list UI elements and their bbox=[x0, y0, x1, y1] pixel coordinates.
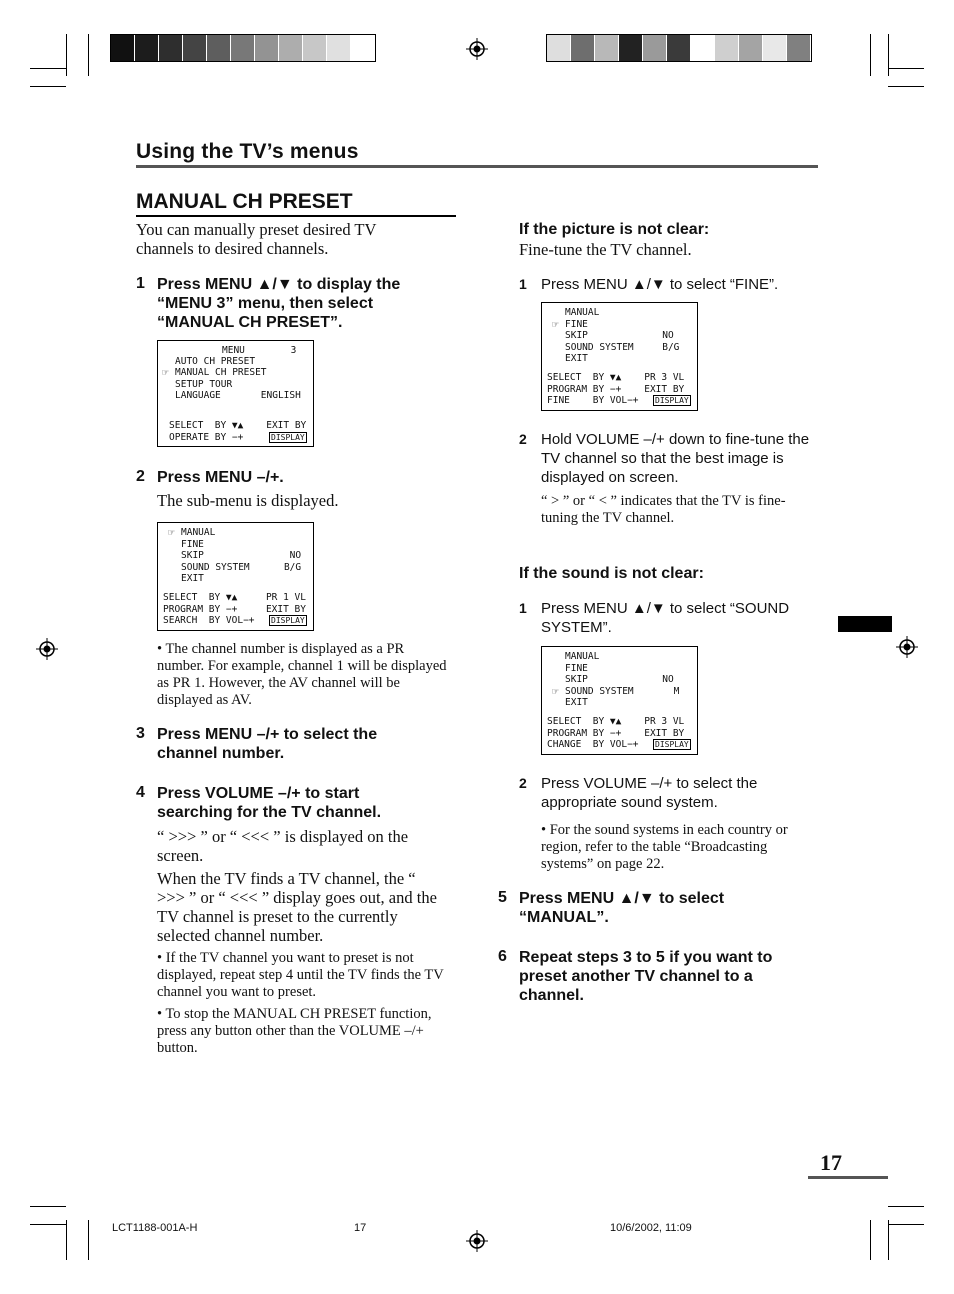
display-button-icon: DISPLAY bbox=[271, 616, 305, 625]
menu-item: FINE bbox=[565, 663, 588, 674]
registration-mark-icon bbox=[466, 38, 488, 60]
step-number: 4 bbox=[136, 784, 145, 801]
color-swatch bbox=[595, 35, 619, 61]
menu-help: SELECT BY ▼▲ PR 3 VL bbox=[547, 716, 685, 727]
footer-doc-code: LCT1188-001A-H bbox=[112, 1222, 198, 1234]
color-swatch bbox=[159, 35, 183, 61]
menu-item: SKIP NO bbox=[565, 330, 674, 341]
menu-item-selected: SOUND SYSTEM M bbox=[565, 686, 680, 697]
sound-system-menu-screen bbox=[541, 646, 698, 755]
menu-help: FINE BY VOL−+ bbox=[547, 395, 639, 406]
menu-item-selected: FINE bbox=[565, 319, 588, 330]
menu-help: SELECT BY ▼▲ PR 1 VL bbox=[163, 592, 306, 603]
registration-mark-icon bbox=[896, 636, 918, 658]
color-swatch bbox=[183, 35, 207, 61]
step-number: 1 bbox=[136, 275, 145, 292]
color-swatch bbox=[691, 35, 715, 61]
heading-rule bbox=[136, 215, 456, 217]
step-4-text: Press VOLUME –/+ to start searching for the TV channel. bbox=[157, 785, 382, 821]
sound-heading: If the sound is not clear: bbox=[519, 565, 704, 582]
menu-item: EXIT bbox=[181, 573, 204, 584]
menu-help: SELECT BY ▼▲ PR 3 VL bbox=[547, 372, 685, 383]
menu-item-selected: MANUAL bbox=[181, 527, 216, 538]
intro-text: You can manually preset desired TV channels to desired channels. bbox=[136, 220, 377, 258]
menu-item: SOUND SYSTEM B/G bbox=[565, 342, 680, 353]
registration-mark-icon bbox=[466, 1230, 488, 1252]
color-swatch bbox=[255, 35, 279, 61]
menu-help: PROGRAM BY −+ EXIT BY bbox=[163, 604, 306, 615]
color-swatch bbox=[571, 35, 595, 61]
grayscale-bar-left bbox=[110, 34, 376, 62]
color-swatch bbox=[547, 35, 571, 61]
step-number: 2 bbox=[519, 775, 527, 791]
color-swatch bbox=[787, 35, 811, 61]
step-4-bullet-2: • To stop the MANUAL CH PRESET function, press any button other than the VOLUME –/+ button. bbox=[157, 1006, 432, 1056]
menu-help: SEARCH BY VOL−+ bbox=[163, 615, 255, 626]
menu-item: EXIT bbox=[565, 697, 588, 708]
step-number: 5 bbox=[498, 889, 507, 906]
menu-item: AUTO CH PRESET bbox=[175, 356, 256, 367]
menu-item: MANUAL bbox=[565, 307, 600, 318]
step-4-para-1: “ >>> ” or “ <<< ” is displayed on the screen. bbox=[157, 827, 409, 865]
fine-step-2-note: “ > ” or “ < ” indicates that the TV is fine-tuning the TV channel. bbox=[541, 493, 786, 526]
color-swatch bbox=[351, 35, 375, 61]
color-swatch bbox=[135, 35, 159, 61]
display-button-icon: DISPLAY bbox=[655, 396, 689, 405]
menu-item: FINE bbox=[181, 539, 204, 550]
footer-page: 17 bbox=[354, 1222, 367, 1234]
step-3-text: Press MENU –/+ to select the channel number. bbox=[157, 726, 378, 762]
registration-mark-icon bbox=[36, 638, 58, 660]
color-swatch bbox=[207, 35, 231, 61]
bullet-pr-number: • The channel number is displayed as a PR number. For example, channel 1 will be displayed as PR 1. However, the AV channel will be displayed as AV. bbox=[157, 641, 447, 708]
sound-step-2-bullet: • For the sound systems in each country or region, refer to the table “Broadcasting systems” on page 22. bbox=[541, 822, 788, 872]
section-title: Using the TV’s menus bbox=[136, 140, 359, 163]
step-2-text: Press MENU –/+. bbox=[157, 469, 284, 486]
footer-timestamp: 10/6/2002, 11:09 bbox=[610, 1222, 692, 1234]
fine-menu-screen bbox=[541, 302, 698, 411]
side-tab bbox=[838, 616, 892, 632]
page-number: 17 bbox=[820, 1150, 842, 1175]
hand-pointer-icon: ☞ bbox=[552, 685, 559, 698]
menu-help: PROGRAM BY −+ EXIT BY bbox=[547, 728, 685, 739]
hand-pointer-icon: ☞ bbox=[162, 366, 169, 379]
grayscale-bar-right bbox=[546, 34, 812, 62]
color-swatch bbox=[739, 35, 763, 61]
menu-item-selected: MANUAL CH PRESET bbox=[175, 367, 267, 378]
menu-title: MENU 3 bbox=[222, 345, 297, 356]
hand-pointer-icon: ☞ bbox=[168, 526, 175, 539]
color-swatch bbox=[231, 35, 255, 61]
menu-help: CHANGE BY VOL−+ bbox=[547, 739, 639, 750]
step-number: 3 bbox=[136, 725, 145, 742]
sound-step-1-text: Press MENU ▲/▼ to select “SOUND SYSTEM”. bbox=[541, 600, 790, 636]
menu-help: SELECT BY ▼▲ EXIT BY bbox=[169, 420, 307, 431]
color-swatch bbox=[715, 35, 739, 61]
step-number: 1 bbox=[519, 276, 527, 292]
manual-submenu-screen bbox=[157, 522, 314, 631]
fine-subheading: Fine-tune the TV channel. bbox=[519, 240, 692, 259]
section-rule bbox=[136, 165, 818, 168]
fine-step-1-text: Press MENU ▲/▼ to select “FINE”. bbox=[541, 276, 779, 293]
step-number: 6 bbox=[498, 948, 507, 965]
menu-item: SETUP TOUR bbox=[175, 379, 233, 390]
step-number: 1 bbox=[519, 600, 527, 616]
menu-item: LANGUAGE ENGLISH bbox=[175, 390, 301, 401]
step-number: 2 bbox=[136, 468, 145, 485]
menu-3-screen bbox=[157, 340, 314, 447]
menu-item: MANUAL bbox=[565, 651, 600, 662]
display-button-icon: DISPLAY bbox=[655, 740, 689, 749]
hand-pointer-icon: ☞ bbox=[552, 318, 559, 331]
page-heading: MANUAL CH PRESET bbox=[136, 190, 353, 213]
menu-item: SOUND SYSTEM B/G bbox=[181, 562, 302, 573]
color-swatch bbox=[327, 35, 351, 61]
step-4-para-2: When the TV finds a TV channel, the “ >>> ” or “ <<< ” display goes out, and the TV channel is preset to the currently selected channel number. bbox=[157, 869, 437, 945]
sound-step-2-text: Press VOLUME –/+ to select the appropriate sound system. bbox=[541, 775, 758, 811]
color-swatch bbox=[111, 35, 135, 61]
color-swatch bbox=[303, 35, 327, 61]
menu-help: PROGRAM BY −+ EXIT BY bbox=[547, 384, 685, 395]
step-6-text: Repeat steps 3 to 5 if you want to preset another TV channel to a channel. bbox=[519, 949, 773, 1004]
step-4-bullet-1: • If the TV channel you want to preset is not displayed, repeat step 4 until the TV finds the TV channel you want to preset. bbox=[157, 950, 444, 1000]
menu-item: EXIT bbox=[565, 353, 588, 364]
step-2-sub: The sub-menu is displayed. bbox=[157, 491, 339, 510]
color-swatch bbox=[279, 35, 303, 61]
menu-item: SKIP NO bbox=[565, 674, 674, 685]
fine-heading: If the picture is not clear: bbox=[519, 221, 710, 238]
display-button-icon: DISPLAY bbox=[271, 433, 305, 442]
step-number: 2 bbox=[519, 431, 527, 447]
menu-help: OPERATE BY −+ bbox=[169, 432, 244, 443]
color-swatch bbox=[619, 35, 643, 61]
step-1-text: Press MENU ▲/▼ to display the “MENU 3” menu, then select “MANUAL CH PRESET”. bbox=[157, 276, 401, 331]
fine-step-2-text: Hold VOLUME –/+ down to fine-tune the TV channel so that the best image is displayed on screen. bbox=[541, 431, 810, 486]
step-5-text: Press MENU ▲/▼ to select “MANUAL”. bbox=[519, 890, 725, 926]
color-swatch bbox=[763, 35, 787, 61]
color-swatch bbox=[643, 35, 667, 61]
menu-item: SKIP NO bbox=[181, 550, 302, 561]
page-number-rule bbox=[808, 1176, 888, 1179]
color-swatch bbox=[667, 35, 691, 61]
